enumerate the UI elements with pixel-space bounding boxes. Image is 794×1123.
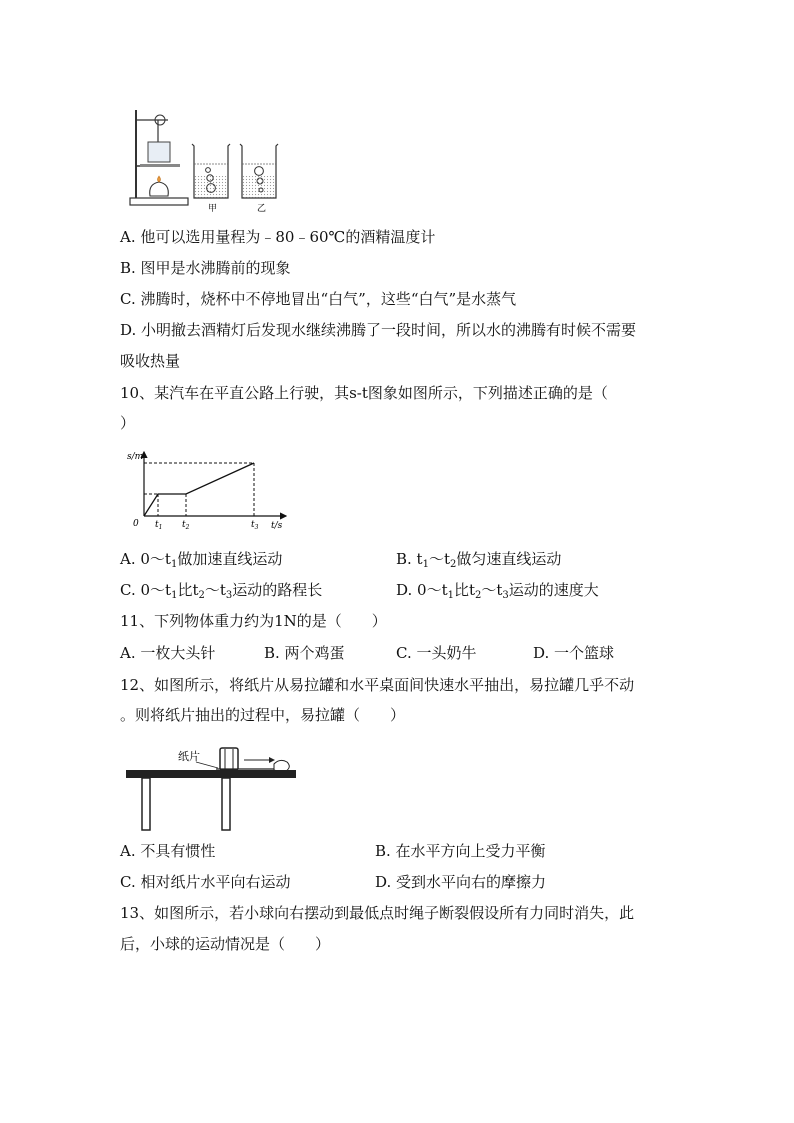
beaker-figure bbox=[128, 106, 288, 216]
q10-option-d: D. $0\sim t_1$比$t_2\sim t_3$运动的速度大 bbox=[396, 581, 599, 601]
label-jia: 甲 bbox=[208, 204, 218, 214]
q11-option-b: B. 两个鸡蛋 bbox=[264, 644, 345, 662]
table-can-figure bbox=[124, 740, 304, 832]
label-yi: 乙 bbox=[257, 204, 267, 214]
q11-option-a: A. 一枚大头针 bbox=[120, 644, 216, 662]
q9-option-b: B. 图甲是水沸腾前的现象 bbox=[120, 259, 291, 277]
q12-stem-line1: 12、如图所示，将纸片从易拉罐和水平桌面间快速水平抽出，易拉罐几乎不动 bbox=[120, 676, 635, 694]
st-graph bbox=[124, 448, 294, 538]
q13-stem-line1: 13、如图所示，若小球向右摆动到最低点时绳子断裂假设所有力同时消失，此 bbox=[120, 904, 635, 922]
q10-option-b: B. $t_1\sim t_2$做匀速直线运动 bbox=[396, 550, 562, 570]
q11-stem: 11、下列物体重力约为1N的是（ ） bbox=[120, 612, 387, 630]
q12-stem-line2: 。则将纸片抽出的过程中，易拉罐（ ） bbox=[120, 706, 406, 724]
st-t1-label: $t_1$ bbox=[155, 520, 163, 531]
q9-option-a: A. 他可以选用量程为﹣80﹣60℃的酒精温度计 bbox=[120, 228, 436, 246]
q9-option-d-line1: D. 小明撤去酒精灯后发现水继续沸腾了一段时间，所以水的沸腾有时候不需要 bbox=[120, 321, 637, 339]
q10-stem-line1: 10、某汽车在平直公路上行驶，其s-t图象如图所示，下列描述正确的是（ bbox=[120, 384, 608, 402]
fig-label-paper: 纸片 bbox=[178, 750, 200, 763]
st-xlabel: t/s bbox=[271, 521, 283, 531]
q10-option-c: C. $0\sim t_1$比$t_2\sim t_3$运动的路程长 bbox=[120, 581, 323, 601]
q12-option-b: B. 在水平方向上受力平衡 bbox=[375, 842, 546, 860]
q9-option-d-line2: 吸收热量 bbox=[120, 352, 181, 370]
q12-option-c: C. 相对纸片水平向右运动 bbox=[120, 873, 291, 891]
st-ylabel: s/m bbox=[127, 452, 144, 462]
q13-stem-line2: 后，小球的运动情况是（ ） bbox=[120, 935, 331, 953]
q11-option-c: C. 一头奶牛 bbox=[396, 644, 477, 662]
q10-option-a: A. $0\sim t_1$做加速直线运动 bbox=[120, 550, 283, 570]
q12-option-d: D. 受到水平向右的摩擦力 bbox=[375, 873, 547, 891]
st-t2-label: $t_2$ bbox=[182, 520, 190, 531]
q9-option-c: C. 沸腾时，烧杯中不停地冒出“白气”，这些“白气”是水蒸气 bbox=[120, 290, 517, 308]
q12-option-a: A. 不具有惯性 bbox=[120, 842, 216, 860]
st-origin: 0 bbox=[133, 519, 139, 529]
q10-stem-line2: ） bbox=[120, 414, 136, 432]
st-t3-label: $t_3$ bbox=[251, 520, 259, 531]
q11-option-d: D. 一个篮球 bbox=[533, 644, 615, 662]
